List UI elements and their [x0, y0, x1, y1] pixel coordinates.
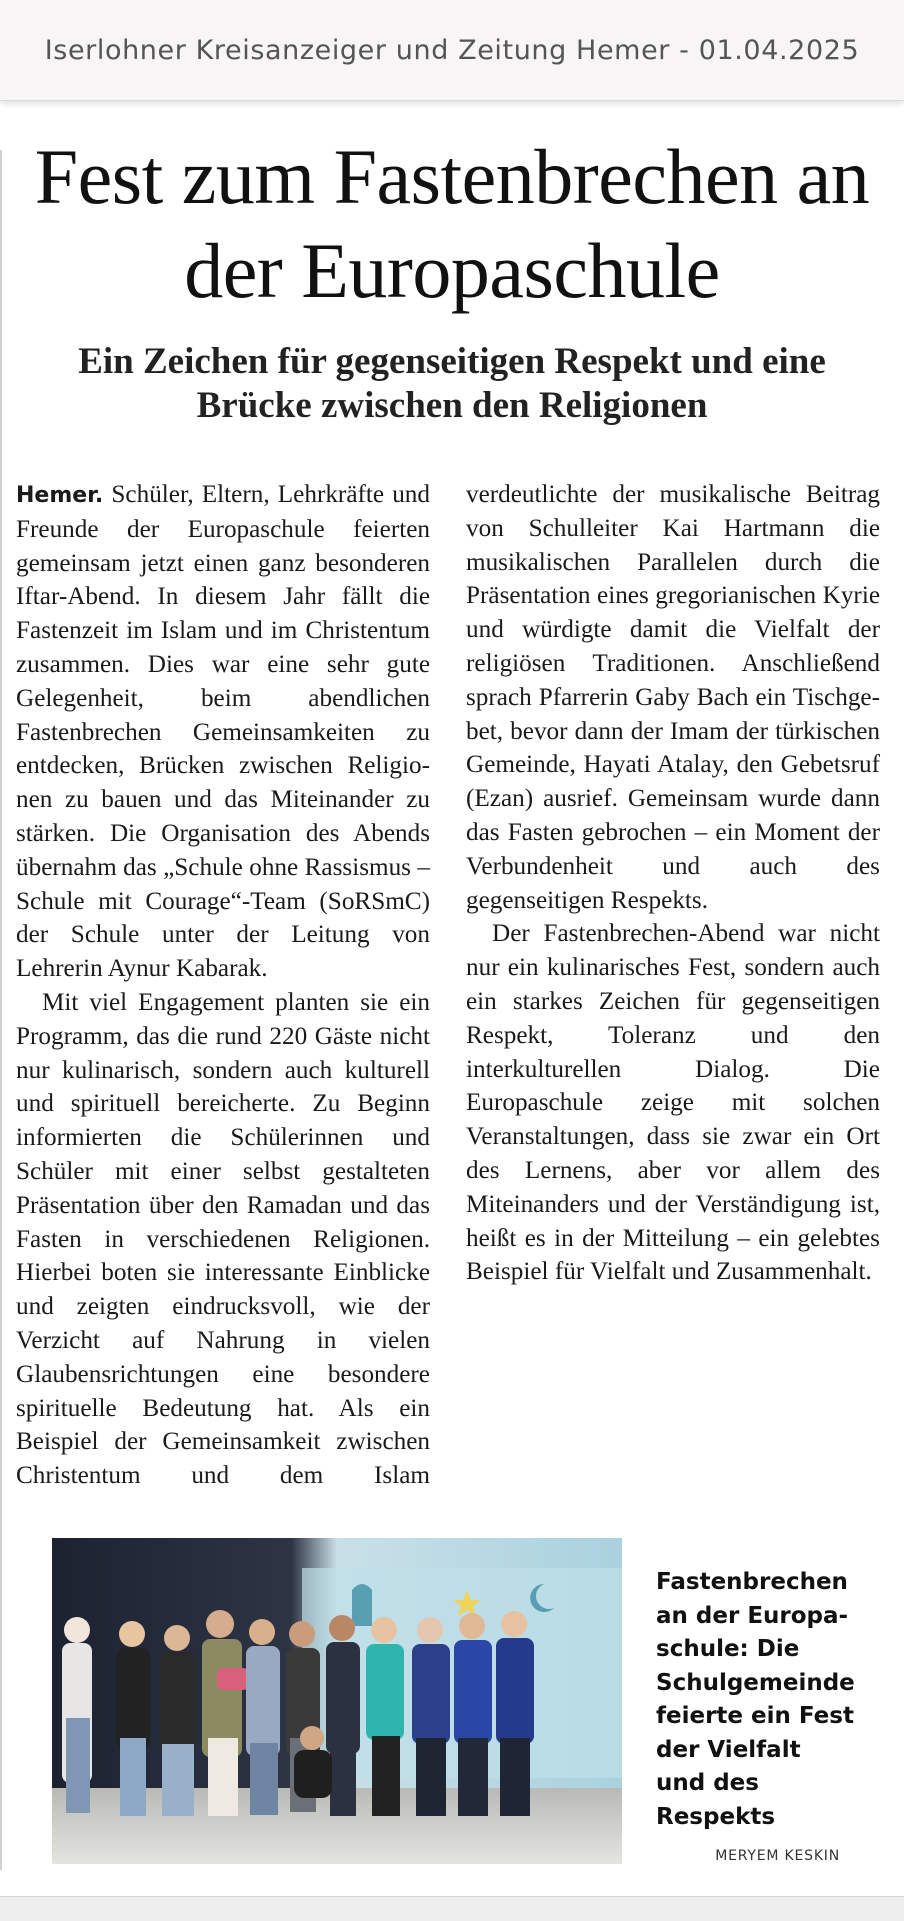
article-paragraph-3: Der Fastenbrechen-Abend war nicht nur ein kulinarisches Fest, sondern auch ein starkes Zeichen für gegenseitigen Respekt, Toleranz und den interkulturellen Dialog. Die Europaschule zeige mit solchen Veranstaltungen, dass sie zwar ein Ort des Lernens, aber vor allem des Miteinanders und der Verständigung ist, heißt es in der Mitteilung – ein gelebtes Beispiel für Vielfalt und Zusammenhalt.: [466, 920, 880, 1286]
article-column-left: [16, 478, 430, 1493]
photo-credit: MERYEM KESKIN: [715, 1848, 840, 1864]
article-paragraph-2: Mit viel Engagement planten sie ein Programm, das die rund 220 Gäste nicht nur kulinarisch, sondern auch kulturell und spirituell bereicherte. Zu Beginn informierten die Schülerinnen und Schüler mit einer selbst gestalteten Präsentation über den Ramadan und das Fasten in verschiedenen Religionen. Hierbei boten sie interessante Einblicke und zeigten eindrucksvoll, wie der Verzicht auf Nahrung in vielen Glaubensrichtungen eine besondere spirituelle Bedeutung hat. Als ein Beispiel der Gemeinsamkeit zwischen Christentum und dem Islam: [16, 988, 430, 1490]
article-paragraph-continued: verdeutlichte der musikalische Beitrag von Schulleiter Kai Hartmann die musikalischen Parallelen durch die Präsentation eines gregorianischen Kyrie und würdigte damit die Vielfalt der religiösen Traditionen. Anschließend sprach Pfarrerin Gaby Bach ein Tischgebet, bevor dann der Imam der türkischen Gemeinde, Hayati Atalay, den Gebetsruf (Ezan) ausrief. Gemeinsam wurde dann das Fasten gebrochen – ein Moment der Verbundenheit und auch des gegenseitigen Respekts.: [466, 481, 880, 914]
article-column-right: [466, 478, 880, 1289]
photo-caption: Fastenbrechen an der Europaschule: Die Schulgemeinde feierte ein Fest der Vielfalt und des Respekts: [656, 1569, 855, 1830]
article-paragraph-1: Hemer. Schüler, Eltern, Lehrkräfte und Freunde der Europaschule feierten gemeinsam jetzt einen ganz besonderen Iftar-Abend. In diesem Jahr fällt die Fastenzeit im Islam und im Christentum zusammen. Dies war eine sehr gute Gelegenheit, beim abendlichen Fastenbrechen Gemeinsamkeiten zu entdecken, Brücken zwischen Religionen zu bauen und das Miteinander zu stärken. Die Organisation des Abends übernahm das „Schule ohne Rassismus – Schule mit Courage“-Team (SoRSmC) der Schule unter der Leitung von Lehrerin Aynur Kabarak.: [16, 481, 430, 983]
article-dateline: Hemer.: [16, 483, 104, 508]
group-photo-illustration: [52, 1538, 622, 1864]
bottom-bar: [0, 1896, 904, 1921]
app-header-bar: [0, 0, 904, 101]
event-group-photo: [52, 1538, 622, 1864]
article-headline: Fest zum Fastenbrechen an der Europaschule: [34, 133, 870, 314]
newspaper-title: Iserlohner Kreisanzeiger und Zeitung Hemer - 01.04.2025: [44, 34, 860, 66]
article-subheadline: Ein Zeichen für gegenseitigen Respekt und eine Brücke zwischen den Religionen: [78, 341, 826, 426]
page-edge-rule: [0, 150, 2, 1870]
